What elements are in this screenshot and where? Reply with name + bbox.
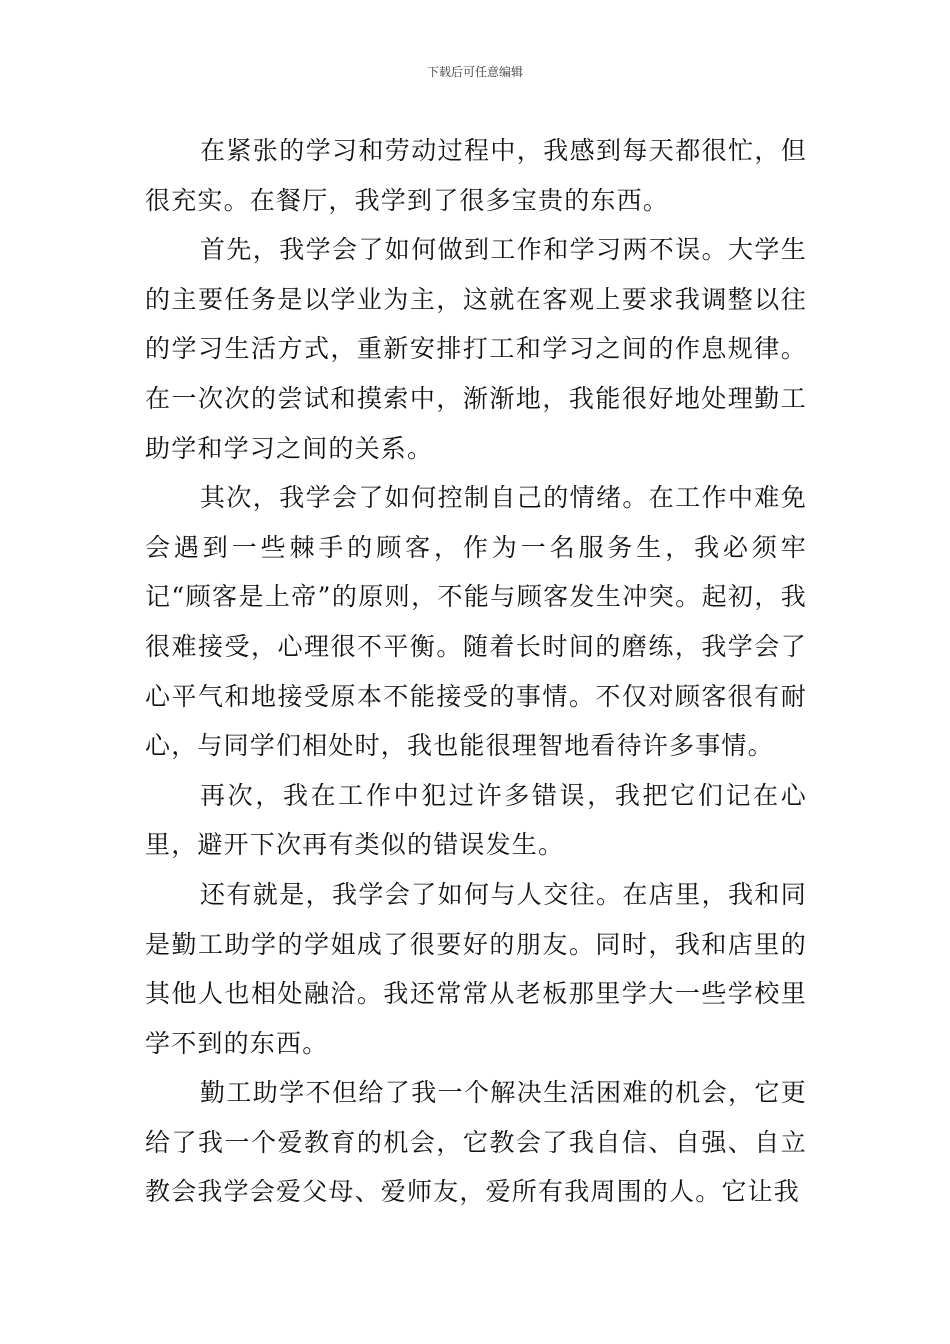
paragraph-2: 首先，我学会了如何做到工作和学习两不误。大学生的主要任务是以学业为主，这就在客观上要求我调整以往的学习生活方式，重新安排打工和学习之间的作息规律。在一次次的尝试和摸索中，渐渐地，我能很好地处理勤工助学和学习之间的关系。 <box>145 235 807 463</box>
paragraph-5: 还有就是，我学会了如何与人交往。在店里，我和同是勤工助学的学姐成了很要好的朋友。同时，我和店里的其他人也相处融洽。我还常常从老板那里学大一些学校里学不到的东西。 <box>145 879 807 1058</box>
paragraph-6: 勤工助学不但给了我一个解决生活困难的机会，它更给了我一个爱教育的机会，它教会了我自信、自强、自立教会我学会爱父母、爱师友，爱所有我周围的人。它让我 <box>145 1078 807 1207</box>
paragraph-1: 在紧张的学习和劳动过程中，我感到每天都很忙，但很充实。在餐厅，我学到了很多宝贵的东西。 <box>145 136 807 215</box>
page-header: 下载后可任意编辑 <box>426 65 523 79</box>
paragraph-4: 再次，我在工作中犯过许多错误，我把它们记在心里，避开下次再有类似的错误发生。 <box>145 780 807 860</box>
document-body <box>145 126 807 1217</box>
paragraph-3: 其次，我学会了如何控制自己的情绪。在工作中难免会遇到一些棘手的顾客，作为一名服务生，我必须牢记“顾客是上帝”的原则，不能与顾客发生冲突。起初，我很难接受，心理很不平衡。随着长时间的磨练，我学会了心平气和地接受原本不能接受的事情。不仅对顾客很有耐心，与同学们相处时，我也能很理智地看待许多事情。 <box>145 483 807 761</box>
